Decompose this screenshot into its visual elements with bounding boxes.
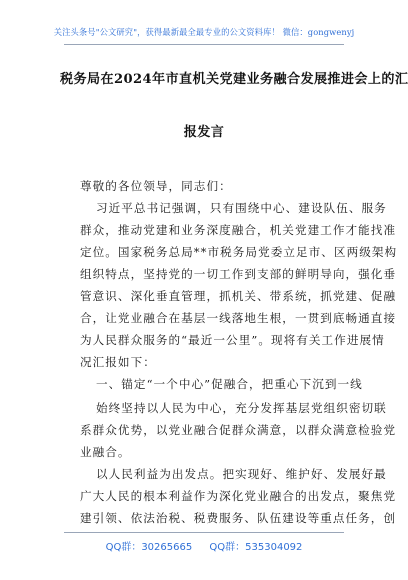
body-line: 始终坚持以人民为中心，充分发挥基层党组织密切联	[96, 401, 387, 415]
body-line: 定位。国家税务总局**市税务局党委立足市、区两级架构	[80, 245, 398, 259]
body-line: 系群众优势，以党业融合促群众满意，以群众满意检验党	[80, 423, 397, 437]
body-line: 习近平总书记强调，只有围绕中心、建设队伍、服务	[96, 201, 387, 215]
body-line: 合，让党业融合在基层一线落地生根，一贯到底畅通直接	[80, 311, 397, 325]
footer-qq-group-2: QQ群：535304092	[209, 542, 303, 553]
body-line: 况汇报如下：	[80, 355, 156, 369]
body-line: 以人民利益为出发点。把实现好、维护好、发展好最	[96, 467, 387, 481]
body-line: 建引领、依法治税、税费服务、队伍建设等重点任务，创	[80, 511, 397, 525]
body-line: 群众，推动党建和业务深度融合，机关党建工作才能找准	[80, 223, 397, 237]
section-heading: 一、锚定“一个中心”促融合，把重心下沉到一线	[96, 377, 363, 391]
footer-qq-group-1: QQ群：30265665	[105, 542, 193, 553]
body-line: 业融合。	[80, 445, 131, 459]
body-line: 为人民群众服务的“最近一公里”。现将有关工作进展情	[80, 333, 385, 347]
body-line: 管意识、深化垂直管理，抓机关、带系统，抓党建、促融	[80, 289, 397, 303]
document-title-line-2: 报发言	[183, 125, 225, 140]
salutation: 尊敬的各位领导，同志们：	[80, 179, 232, 193]
document-title-line-1: 税务局在2024年市直机关党建业务融合发展推进会上的汇	[60, 72, 408, 87]
footer	[0, 538, 408, 553]
footer-divider	[64, 532, 344, 533]
body-line: 广大人民的根本利益作为深化党业融合的出发点，聚焦党	[80, 489, 397, 503]
header-divider	[64, 44, 344, 45]
header-note: 关注头条号"公文研究"，获得最新最全最专业的公文资料库！ 微信：gongwenyj	[53, 27, 355, 37]
body-line: 组织特点，坚持党的一切工作到支部的鲜明导向，强化垂	[80, 267, 397, 281]
